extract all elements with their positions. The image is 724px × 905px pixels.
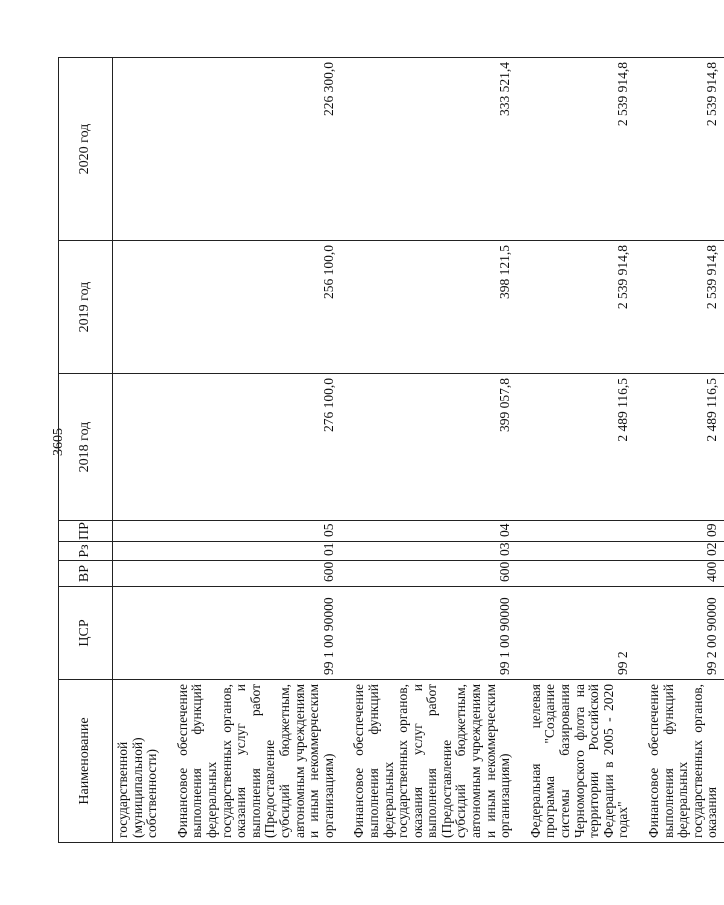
row-vr [517, 561, 635, 587]
row-csr: 99 1 00 90000 [340, 587, 517, 680]
row-rz: 03 [340, 542, 517, 561]
row-2019: 2 539 914,8 [517, 241, 635, 374]
header-name: Наименование [59, 680, 113, 843]
row-name: Финансовое обеспечение выполнения функций федеральных государственных органов, оказания услуг и выполнения работ (Предоставление субсидий бюджетным, автономным учреждениям и иным некоммерческим организациям) [164, 680, 341, 843]
row-2018: 2 489 116,5 [517, 374, 635, 521]
row-vr [113, 561, 164, 587]
header-rz: Рз [59, 542, 113, 561]
budget-table [58, 57, 724, 843]
row-2020: 226 300,0 [164, 58, 341, 241]
row-csr [113, 587, 164, 680]
table-row [517, 58, 635, 843]
row-rz [113, 542, 164, 561]
row-2018: 399 057,8 [340, 374, 517, 521]
header-csr: ЦСР [59, 587, 113, 680]
header-2018: 2018 год [59, 374, 113, 521]
row-pr [517, 521, 635, 542]
row-rz: 01 [164, 542, 341, 561]
row-vr: 600 [340, 561, 517, 587]
row-2018 [113, 374, 164, 521]
table-row [164, 58, 341, 843]
table-row [635, 58, 724, 843]
row-csr: 99 2 00 90000 [635, 587, 724, 680]
row-vr: 400 [635, 561, 724, 587]
row-csr: 99 2 [517, 587, 635, 680]
table-row [113, 58, 164, 843]
header-vr: ВР [59, 561, 113, 587]
row-pr [113, 521, 164, 542]
row-2018: 2 489 116,5 [635, 374, 724, 521]
rotated-table-container [58, 58, 720, 843]
header-2019: 2019 год [59, 241, 113, 374]
row-2019: 2 539 914,8 [635, 241, 724, 374]
row-2018: 276 100,0 [164, 374, 341, 521]
row-2019: 398 121,5 [340, 241, 517, 374]
row-2019: 256 100,0 [164, 241, 341, 374]
row-name: Финансовое обеспечение выполнения функций федеральных государственных органов, оказания [635, 680, 724, 843]
table-row [340, 58, 517, 843]
row-rz [517, 542, 635, 561]
page-number: 3605 [51, 428, 66, 456]
row-2020: 333 521,4 [340, 58, 517, 241]
row-2020: 2 539 914,8 [517, 58, 635, 241]
row-rz: 02 [635, 542, 724, 561]
row-csr: 99 1 00 90000 [164, 587, 341, 680]
row-pr: 04 [340, 521, 517, 542]
row-pr: 05 [164, 521, 341, 542]
header-2020: 2020 год [59, 58, 113, 241]
row-2019 [113, 241, 164, 374]
row-pr: 09 [635, 521, 724, 542]
row-name: Финансовое обеспечение выполнения функций федеральных государственных органов, оказания услуг и выполнения работ (Предоставление субсидий бюджетным, автономным учреждениям и иным некоммерческим организациям) [340, 680, 517, 843]
row-2020 [113, 58, 164, 241]
row-2020: 2 539 914,8 [635, 58, 724, 241]
row-name: Федеральная целевая программа "Создание системы базирования Черноморского флота на территории Российской Федерации в 2005 - 2020 годах" [517, 680, 635, 843]
table-header-row [59, 58, 113, 843]
row-name: государственной (муниципальной) собственности) [113, 680, 164, 843]
row-vr: 600 [164, 561, 341, 587]
header-pr: ПР [59, 521, 113, 542]
